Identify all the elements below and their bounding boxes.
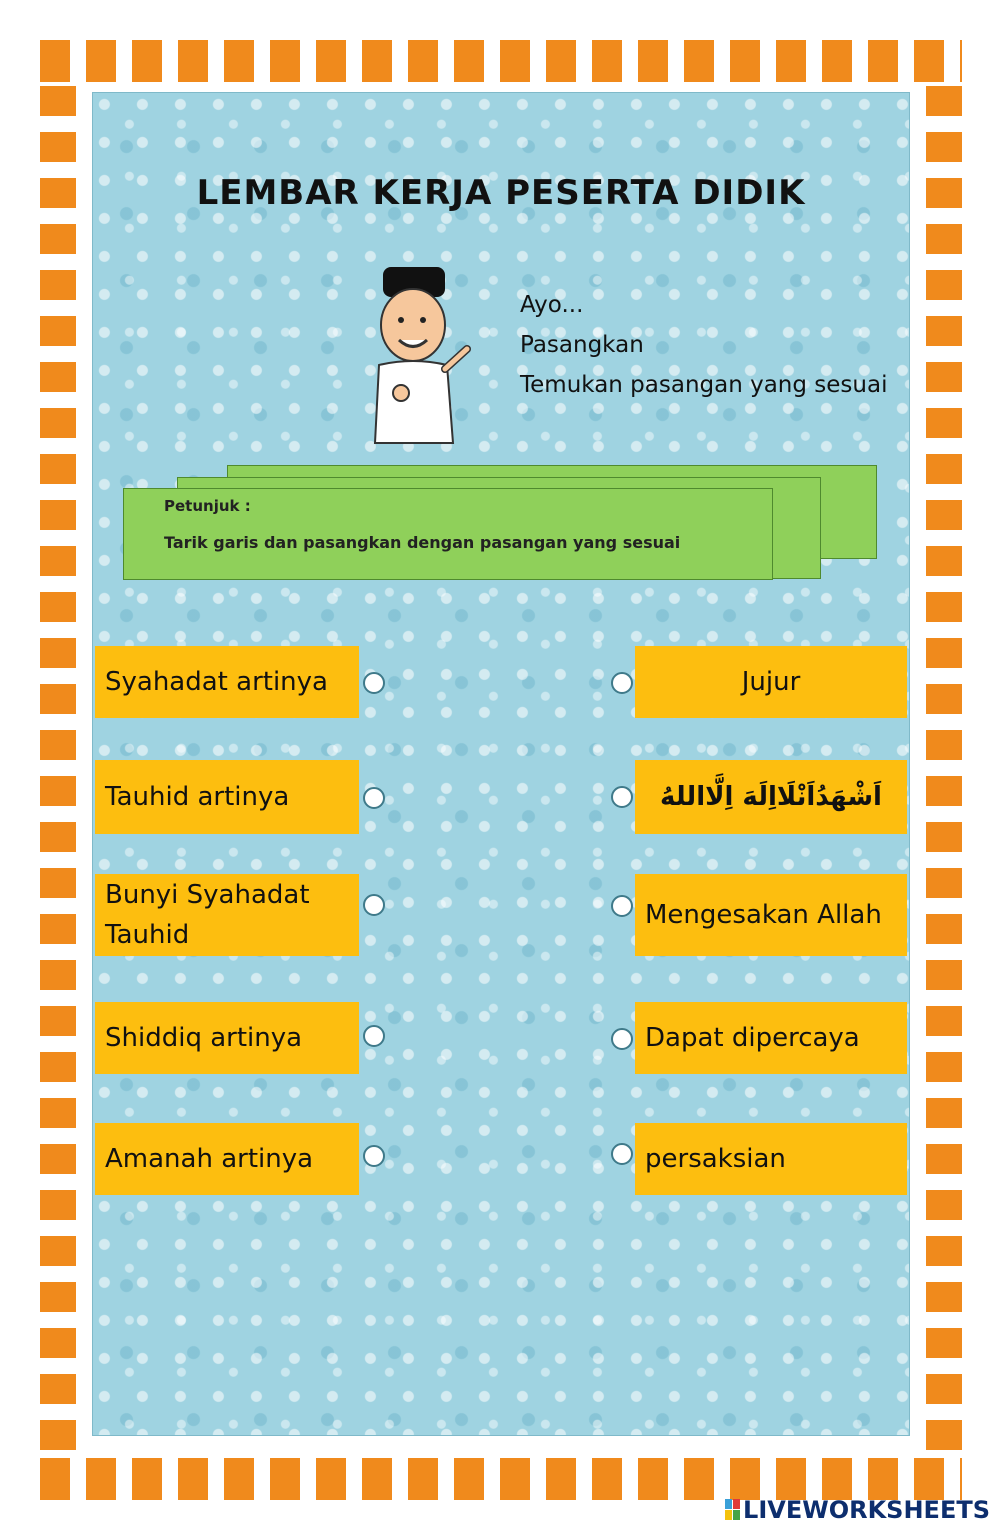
left-item-label: Amanah artinya <box>105 1144 314 1174</box>
right-item-3 <box>635 874 907 956</box>
left-item-3 <box>95 874 359 956</box>
left-connector-dot-3[interactable] <box>363 894 385 916</box>
liveworksheets-watermark[interactable] <box>725 1496 990 1524</box>
left-item-2 <box>95 760 359 834</box>
right-item-label: اَشْهَدُاَنْلَااِلَهَ اِلَّااللهُ <box>660 782 882 812</box>
right-item-label: persaksian <box>645 1144 786 1174</box>
liveworksheets-logo-icon <box>725 1499 741 1521</box>
left-item-4 <box>95 1002 359 1074</box>
prompt-line-1: Ayo... <box>520 292 584 318</box>
left-item-1 <box>95 646 359 718</box>
right-connector-dot-4[interactable] <box>611 1028 633 1050</box>
right-item-2 <box>635 760 907 834</box>
right-connector-dot-3[interactable] <box>611 895 633 917</box>
right-item-4 <box>635 1002 907 1074</box>
right-connector-dot-1[interactable] <box>611 672 633 694</box>
left-connector-dot-5[interactable] <box>363 1145 385 1167</box>
right-item-label: Jujur <box>741 667 801 697</box>
instruction-label: Petunjuk : <box>164 497 251 515</box>
watermark-text: LIVEWORKSHEETS <box>743 1496 990 1524</box>
page-title: LEMBAR KERJA PESERTA DIDIK <box>196 173 806 213</box>
right-item-label: Dapat dipercaya <box>645 1023 860 1053</box>
right-item-1 <box>635 646 907 718</box>
prompt-text <box>520 285 887 405</box>
left-connector-dot-2[interactable] <box>363 787 385 809</box>
right-item-5 <box>635 1123 907 1195</box>
left-item-label: Bunyi Syahadat Tauhid <box>105 880 310 950</box>
prompt-line-2: Pasangkan <box>520 332 644 358</box>
worksheet <box>92 92 910 1436</box>
right-connector-dot-5[interactable] <box>611 1143 633 1165</box>
right-connector-dot-2[interactable] <box>611 786 633 808</box>
left-item-5 <box>95 1123 359 1195</box>
left-connector-dot-4[interactable] <box>363 1025 385 1047</box>
student-illustration <box>361 265 471 445</box>
left-item-label: Syahadat artinya <box>105 667 328 697</box>
instruction-box <box>123 488 773 580</box>
left-item-label: Shiddiq artinya <box>105 1023 303 1053</box>
instruction-text: Tarik garis dan pasangkan dengan pasangan yang sesuai <box>164 533 681 552</box>
left-item-label: Tauhid artinya <box>105 782 290 812</box>
right-item-label: Mengesakan Allah <box>645 900 882 930</box>
prompt-line-3: Temukan pasangan yang sesuai <box>520 372 888 398</box>
left-connector-dot-1[interactable] <box>363 672 385 694</box>
